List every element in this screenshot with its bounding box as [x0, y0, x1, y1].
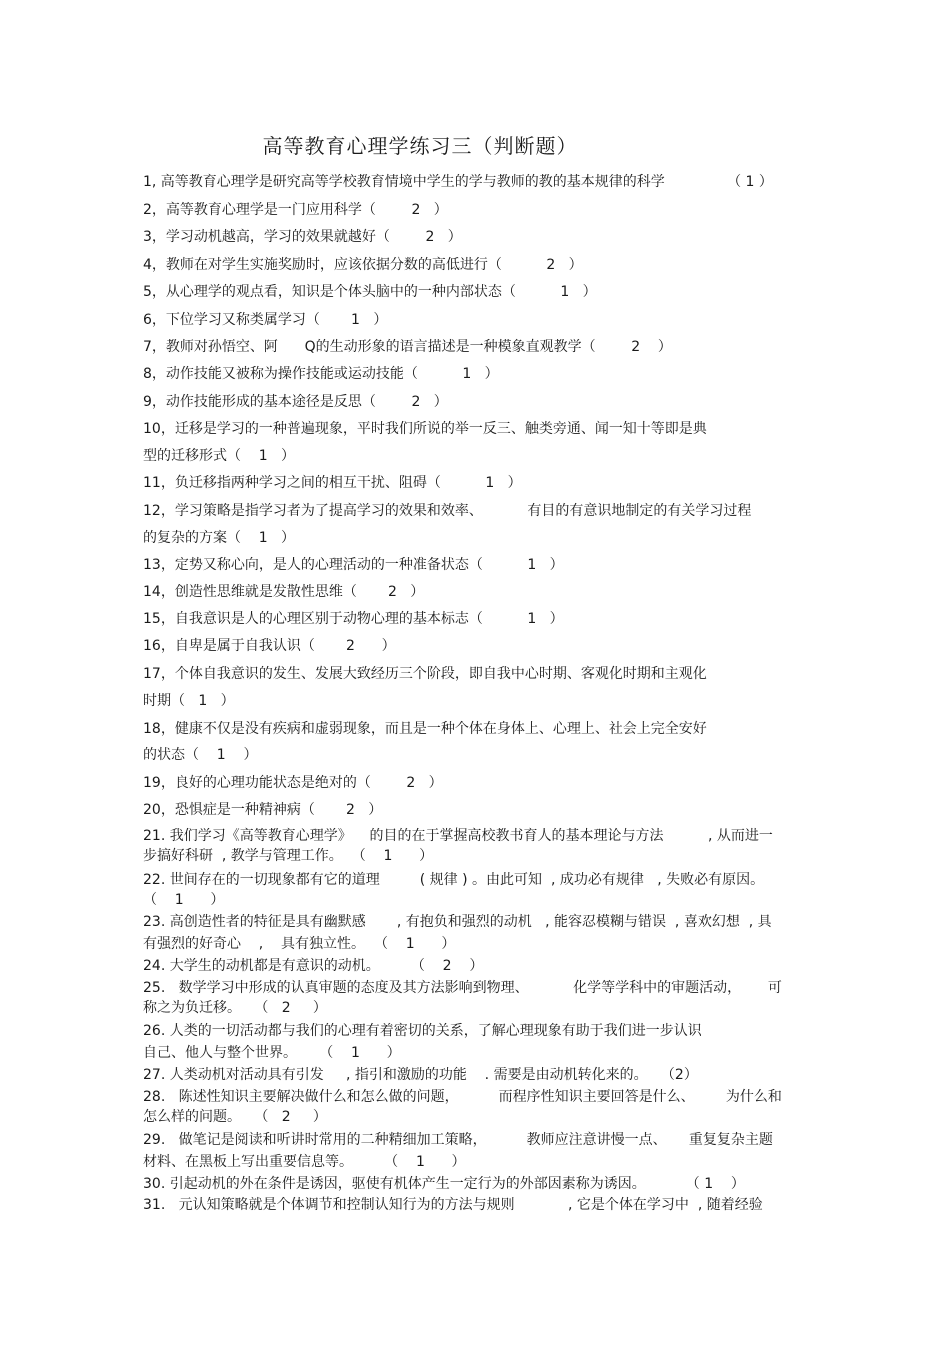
question-line: 24. 大学生的动机都是有意识的动机。 （ 2 ）: [143, 958, 484, 974]
question-line: 称之为负迁移。 （ 2 ）: [143, 1000, 327, 1016]
question-line: 21. 我们学习《高等教育心理学》 的目的在于掌握高校教书育人的基本理论与方法 , 从而进一: [143, 828, 773, 844]
question-line: 22. 世间存在的一切现象都有它的道理 ( 规律 ) 。由此可知 , 成功必有规律 , 失败必有原因。: [143, 872, 765, 888]
question-line: 材料、在黑板上写出重要信息等。 （ 1 ）: [143, 1154, 466, 1170]
question-line: 9，动作技能形成的基本途径是反思（ 2 ）: [143, 394, 448, 410]
question-line: 10，迁移是学习的一种普遍现象，平时我们所说的举一反三、触类旁通、闻一知十等即是典: [143, 421, 707, 437]
question-line: 15，自我意识是人的心理区别于动物心理的基本标志（ 1 ）: [143, 611, 564, 627]
question-line: 自己、他人与整个世界。 （ 1 ）: [143, 1045, 401, 1061]
question-line: 29. 做笔记是阅读和听讲时常用的二种精细加工策略， 教师应注意讲慢一点、 重复复杂主题: [143, 1132, 773, 1148]
question-line: 11，负迁移指两种学习之间的相互干扰、阻碍（ 1 ）: [143, 475, 522, 491]
question-line: （ 1 ）: [143, 892, 225, 908]
question-line: 30. 引起动机的外在条件是诱因，驱使有机体产生一定行为的外部因素称为诱因。 （ 1 ）: [143, 1176, 745, 1192]
question-line: 19，良好的心理功能状态是绝对的（ 2 ）: [143, 775, 443, 791]
question-line: 18，健康不仅是没有疾病和虚弱现象，而且是一种个体在身体上、心理上、社会上完全安好: [143, 721, 707, 737]
question-line: 7，教师对孙悟空、阿 Q的生动形象的语言描述是一种模象直观教学（ 2 ）: [143, 339, 672, 355]
question-line: 2，高等教育心理学是一门应用科学（ 2 ）: [143, 202, 448, 218]
question-line: 时期（ 1 ）: [143, 693, 235, 709]
question-line: 20，恐惧症是一种精神病（ 2 ）: [143, 802, 383, 818]
question-line: 步搞好科研 , 教学与管理工作。 （ 1 ）: [143, 848, 434, 864]
question-line: 25. 数学学习中形成的认真审题的态度及其方法影响到物理、 化学等学科中的审题活动， 可: [143, 980, 782, 996]
question-line: 26. 人类的一切活动都与我们的心理有着密切的关系，了解心理现象有助于我们进一步认识: [143, 1023, 702, 1039]
question-line: 17，个体自我意识的发生、发展大致经历三个阶段，即自我中心时期、客观化时期和主观化: [143, 666, 707, 682]
question-line: 23. 高创造性者的特征是具有幽默感 , 有抱负和强烈的动机 , 能容忍模糊与错误 , 喜欢幻想 , 具: [143, 914, 772, 930]
question-line: 1, 高等教育心理学是研究高等学校教育情境中学生的学与教师的教的基本规律的科学 （ 1 ）: [143, 174, 773, 190]
question-line: 8，动作技能又被称为操作技能或运动技能（ 1 ）: [143, 366, 499, 382]
question-line: 16，自卑是属于自我认识（ 2 ）: [143, 638, 396, 654]
question-line: 12，学习策略是指学习者为了提高学习的效果和效率、 有目的有意识地制定的有关学习过程: [143, 503, 752, 519]
question-line: 13，定势又称心向，是人的心理活动的一种准备状态（ 1 ）: [143, 557, 564, 573]
question-line: 怎么样的问题。 （ 2 ）: [143, 1109, 327, 1125]
question-line: 型的迁移形式（ 1 ）: [143, 448, 296, 464]
question-line: 的复杂的方案（ 1 ）: [143, 530, 296, 546]
question-line: 31. 元认知策略就是个体调节和控制认知行为的方法与规则 , 它是个体在学习中 , 随着经验: [143, 1197, 763, 1213]
page-title: 高等教育心理学练习三（判断题）: [262, 134, 578, 158]
question-line: 的状态（ 1 ）: [143, 747, 258, 763]
question-line: 3，学习动机越高，学习的效果就越好（ 2 ）: [143, 229, 462, 245]
question-line: 有强烈的好奇心 , 具有独立性。 （ 1 ）: [143, 936, 456, 952]
question-line: 6，下位学习又称类属学习（ 1 ）: [143, 312, 388, 328]
question-line: 14，创造性思维就是发散性思维（ 2 ）: [143, 584, 425, 600]
question-line: 27. 人类动机对活动具有引发 , 指引和激励的功能 . 需要是由动机转化来的。 （2）: [143, 1067, 698, 1083]
question-line: 5，从心理学的观点看，知识是个体头脑中的一种内部状态（ 1 ）: [143, 284, 597, 300]
question-line: 28. 陈述性知识主要解决做什么和怎么做的问题， 而程序性知识主要回答是什么、 为什么和: [143, 1089, 782, 1105]
question-line: 4，教师在对学生实施奖励时，应该依据分数的高低进行（ 2 ）: [143, 257, 583, 273]
